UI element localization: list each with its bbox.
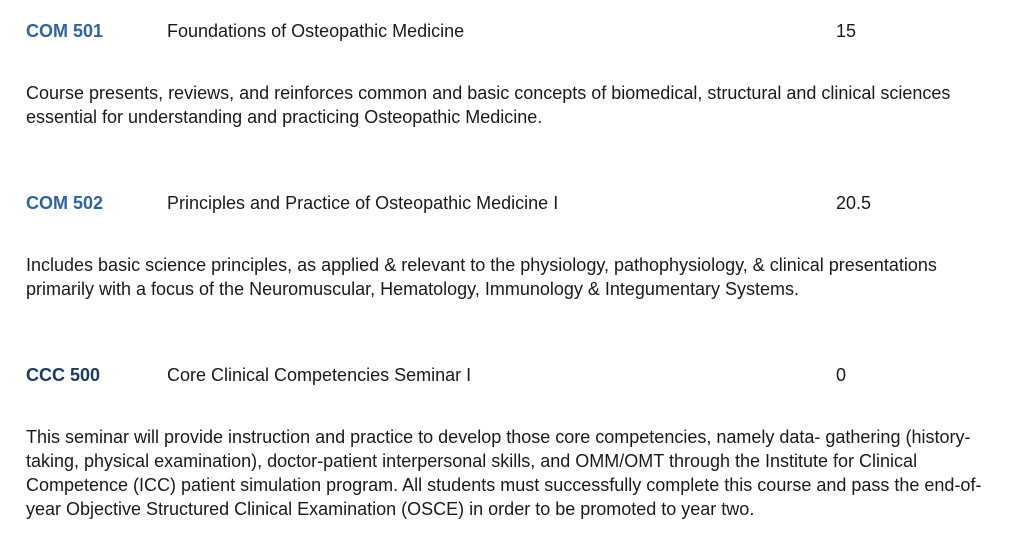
course-header: [0, 19, 1009, 43]
course-credits: 0: [836, 365, 847, 385]
course-title: Principles and Practice of Osteopathic Medicine I: [167, 193, 559, 213]
course-description: Course presents, reviews, and reinforces common and basic concepts of biomedical, structural and clinical sciences essential for understanding and practicing Osteopathic Medicine.: [26, 83, 951, 127]
course-code: COM 501: [26, 21, 104, 41]
course-header: [0, 363, 1009, 387]
course-description: Includes basic science principles, as applied & relevant to the physiology, pathophysiology, & clinical presentations primarily with a focus of the Neuromuscular, Hematology, Immunology & Integumentary Systems.: [26, 255, 937, 299]
course-credits: 20.5: [836, 193, 872, 213]
course-description: This seminar will provide instruction and practice to develop those core competencies, namely data- gathering (history-taking, physical examination), doctor-patient interpersonal skills, and OMM/OMT through the Institute for Clinical Competence (ICC) patient simulation program. All students must successfully complete this course and pass the end-of-year Objective Structured Clinical Examination (OSCE) in order to be promoted to year two.: [26, 427, 982, 519]
course-title: Core Clinical Competencies Seminar I: [167, 365, 472, 385]
course-code: CCC 500: [26, 365, 101, 385]
course-header: [0, 191, 1009, 215]
course-code: COM 502: [26, 193, 104, 213]
course-title: Foundations of Osteopathic Medicine: [167, 21, 465, 41]
course-credits: 15: [836, 21, 857, 41]
